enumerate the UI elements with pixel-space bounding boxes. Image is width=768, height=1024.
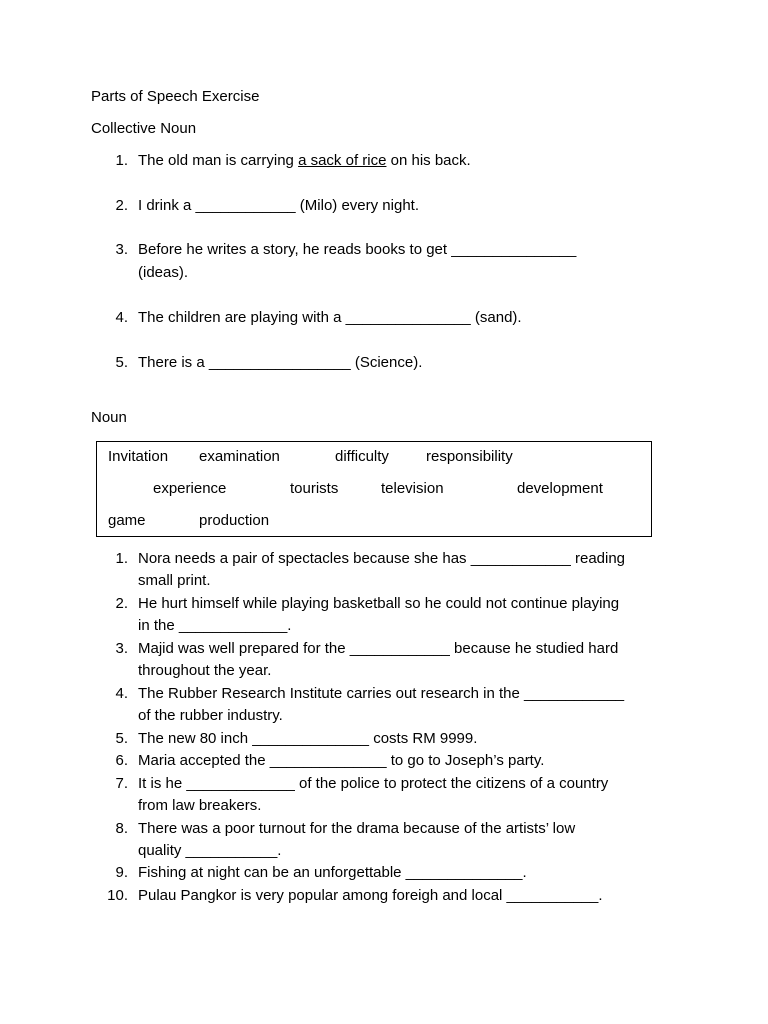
noun-item-number: 10. xyxy=(107,887,128,904)
word-bank-word: game xyxy=(108,512,146,529)
noun-item-text: The new 80 inch ______________ costs RM 9999. xyxy=(138,730,478,747)
noun-item-text: The Rubber Research Institute carries out research in the ____________ xyxy=(138,685,625,702)
collective-item-number: 1. xyxy=(115,152,128,169)
word-bank-word: examination xyxy=(199,448,280,465)
noun-item-number: 3. xyxy=(115,640,128,657)
noun-item-number: 8. xyxy=(115,820,128,837)
noun-item-number: 4. xyxy=(115,685,128,702)
word-bank-word: responsibility xyxy=(426,448,513,465)
noun-item-number: 5. xyxy=(115,730,128,747)
noun-item-text: Nora needs a pair of spectacles because she has ____________ reading xyxy=(138,550,626,567)
word-bank-word: Invitation xyxy=(108,448,169,465)
section-heading-collective-noun: Collective Noun xyxy=(91,120,197,137)
noun-item-text: Majid was well prepared for the ____________ because he studied hard xyxy=(138,640,619,657)
collective-item-text-continued: (ideas). xyxy=(138,264,189,281)
noun-item-number: 1. xyxy=(115,550,128,567)
noun-item-number: 6. xyxy=(115,752,128,769)
noun-item-text: Fishing at night can be an unforgettable ______________. xyxy=(138,864,527,881)
noun-item-text-continued: from law breakers. xyxy=(138,797,262,814)
word-bank-box xyxy=(96,441,652,537)
word-bank-word: production xyxy=(199,512,270,529)
noun-item-text: There was a poor turnout for the drama because of the artists’ low xyxy=(138,820,576,837)
word-bank-word: tourists xyxy=(290,480,339,497)
collective-item-text: There is a _________________ (Science). xyxy=(138,354,423,371)
word-bank-word: difficulty xyxy=(335,448,389,465)
noun-item-text: Maria accepted the ______________ to go to Joseph’s party. xyxy=(138,752,545,769)
noun-item-text: It is he _____________ of the police to protect the citizens of a country xyxy=(138,775,609,792)
noun-item-number: 2. xyxy=(115,595,128,612)
collective-item-text: The children are playing with a _______________ (sand). xyxy=(138,309,522,326)
noun-item-text-continued: small print. xyxy=(138,572,211,589)
collective-item-text: Before he writes a story, he reads books to get _______________ xyxy=(138,241,577,258)
collective-item-text: I drink a ____________ (Milo) every night. xyxy=(138,197,420,214)
noun-item-number: 9. xyxy=(115,864,128,881)
noun-item-text-continued: of the rubber industry. xyxy=(138,707,283,724)
word-bank-word: development xyxy=(517,480,603,497)
collective-item-number: 3. xyxy=(115,241,128,258)
noun-item-text: He hurt himself while playing basketball so he could not continue playing xyxy=(138,595,620,612)
noun-item-text-continued: quality ___________. xyxy=(138,842,282,859)
noun-item-number: 7. xyxy=(115,775,128,792)
noun-item-text-continued: in the _____________. xyxy=(138,617,292,634)
word-bank-word: experience xyxy=(153,480,227,497)
section-heading-noun: Noun xyxy=(91,409,127,426)
collective-item-number: 2. xyxy=(115,197,128,214)
collective-item-number: 4. xyxy=(115,309,128,326)
noun-item-text: Pulau Pangkor is very popular among foreigh and local ___________. xyxy=(138,887,603,904)
page-title: Parts of Speech Exercise xyxy=(91,88,260,105)
collective-item-number: 5. xyxy=(115,354,128,371)
underlined-phrase: a sack of rice xyxy=(298,152,387,169)
noun-item-text-continued: throughout the year. xyxy=(138,662,272,679)
word-bank-word: television xyxy=(381,480,444,497)
collective-item-text: The old man is carrying a sack of rice on his back. xyxy=(138,152,471,169)
